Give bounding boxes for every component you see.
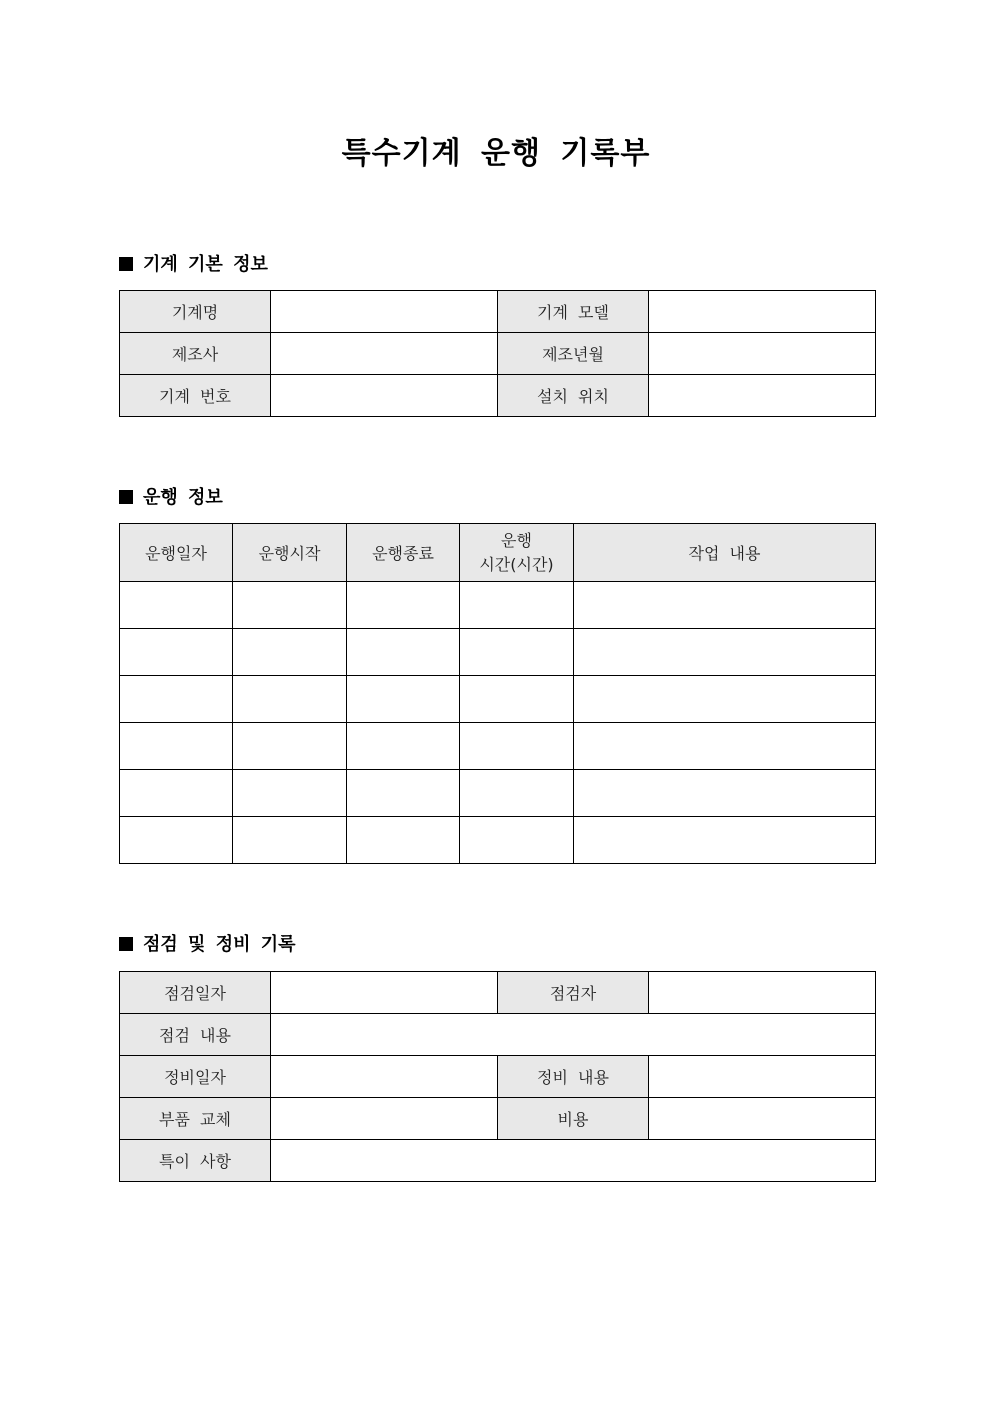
- operation-date-cell[interactable]: [120, 770, 233, 817]
- work-content-cell[interactable]: [574, 723, 876, 770]
- table-row: [120, 582, 876, 629]
- label-machine-model: 기계 모델: [498, 291, 649, 333]
- inspector-field[interactable]: [649, 972, 876, 1014]
- table-row: [120, 770, 876, 817]
- maintenance-content-field[interactable]: [649, 1056, 876, 1098]
- table-row: [120, 1056, 876, 1098]
- table-row: [120, 629, 876, 676]
- document-title: 특수기계 운행 기록부: [341, 136, 651, 171]
- start-time-cell[interactable]: [233, 676, 347, 723]
- operating-hours-cell[interactable]: [460, 629, 574, 676]
- start-time-cell[interactable]: [233, 723, 347, 770]
- table-row: [120, 1140, 876, 1182]
- black-square-bullet-icon: [119, 490, 133, 504]
- table-row: [120, 375, 876, 417]
- table-row: [120, 676, 876, 723]
- manufacturer-field[interactable]: [271, 333, 498, 375]
- end-time-cell[interactable]: [347, 676, 460, 723]
- end-time-cell[interactable]: [347, 770, 460, 817]
- section-heading-inspection: [119, 933, 296, 957]
- operating-hours-cell[interactable]: [460, 582, 574, 629]
- table-row: [120, 1098, 876, 1140]
- inspection-content-field[interactable]: [271, 1014, 876, 1056]
- manufacture-date-field[interactable]: [649, 333, 876, 375]
- operation-date-cell[interactable]: [120, 817, 233, 864]
- label-maintenance-content: 정비 내용: [498, 1056, 649, 1098]
- machine-model-field[interactable]: [649, 291, 876, 333]
- parts-replacement-field[interactable]: [271, 1098, 498, 1140]
- operating-hours-cell[interactable]: [460, 676, 574, 723]
- section-heading-label: 점검 및 정비 기록: [143, 934, 296, 955]
- table-row: [120, 723, 876, 770]
- machine-number-field[interactable]: [271, 375, 498, 417]
- operating-hours-cell[interactable]: [460, 723, 574, 770]
- black-square-bullet-icon: [119, 937, 133, 951]
- machine-name-field[interactable]: [271, 291, 498, 333]
- start-time-cell[interactable]: [233, 582, 347, 629]
- label-manufacturer: 제조사: [120, 333, 271, 375]
- section-heading-label: 운행 정보: [143, 487, 223, 508]
- label-remarks: 특이 사항: [120, 1140, 271, 1182]
- inspection-date-field[interactable]: [271, 972, 498, 1014]
- table-header-row: [120, 524, 876, 582]
- table-row: [120, 817, 876, 864]
- label-maintenance-date: 정비일자: [120, 1056, 271, 1098]
- operation-date-cell[interactable]: [120, 629, 233, 676]
- work-content-cell[interactable]: [574, 770, 876, 817]
- column-header-start-time: 운행시작: [233, 524, 347, 582]
- maintenance-date-field[interactable]: [271, 1056, 498, 1098]
- label-inspection-content: 점검 내용: [120, 1014, 271, 1056]
- start-time-cell[interactable]: [233, 817, 347, 864]
- column-header-end-time: 운행종료: [347, 524, 460, 582]
- label-install-location: 설치 위치: [498, 375, 649, 417]
- column-header-work-content: 작업 내용: [574, 524, 876, 582]
- table-row: [120, 972, 876, 1014]
- table-row: [120, 291, 876, 333]
- label-inspection-date: 점검일자: [120, 972, 271, 1014]
- section-heading-label: 기계 기본 정보: [143, 254, 268, 275]
- section-heading-basic-info: [119, 253, 268, 277]
- operation-info-table: [119, 523, 876, 864]
- inspection-maintenance-table: [119, 971, 876, 1182]
- table-row: [120, 333, 876, 375]
- black-square-bullet-icon: [119, 257, 133, 271]
- start-time-cell[interactable]: [233, 770, 347, 817]
- remarks-field[interactable]: [271, 1140, 876, 1182]
- label-manufacture-date: 제조년월: [498, 333, 649, 375]
- operating-hours-cell[interactable]: [460, 817, 574, 864]
- operation-date-cell[interactable]: [120, 676, 233, 723]
- column-header-line-2: 시간(시간): [479, 554, 554, 574]
- end-time-cell[interactable]: [347, 629, 460, 676]
- end-time-cell[interactable]: [347, 817, 460, 864]
- label-machine-name: 기계명: [120, 291, 271, 333]
- install-location-field[interactable]: [649, 375, 876, 417]
- cost-field[interactable]: [649, 1098, 876, 1140]
- label-machine-number: 기계 번호: [120, 375, 271, 417]
- operation-date-cell[interactable]: [120, 723, 233, 770]
- section-heading-operation-info: [119, 486, 223, 510]
- column-header-operation-date: 운행일자: [120, 524, 233, 582]
- label-parts-replacement: 부품 교체: [120, 1098, 271, 1140]
- work-content-cell[interactable]: [574, 629, 876, 676]
- operation-date-cell[interactable]: [120, 582, 233, 629]
- work-content-cell[interactable]: [574, 676, 876, 723]
- table-row: [120, 1014, 876, 1056]
- basic-info-table: [119, 290, 876, 417]
- column-header-operating-hours: [460, 524, 574, 582]
- end-time-cell[interactable]: [347, 582, 460, 629]
- end-time-cell[interactable]: [347, 723, 460, 770]
- operating-hours-cell[interactable]: [460, 770, 574, 817]
- column-header-line-1: 운행: [501, 530, 532, 550]
- label-cost: 비용: [498, 1098, 649, 1140]
- work-content-cell[interactable]: [574, 817, 876, 864]
- label-inspector: 점검자: [498, 972, 649, 1014]
- start-time-cell[interactable]: [233, 629, 347, 676]
- work-content-cell[interactable]: [574, 582, 876, 629]
